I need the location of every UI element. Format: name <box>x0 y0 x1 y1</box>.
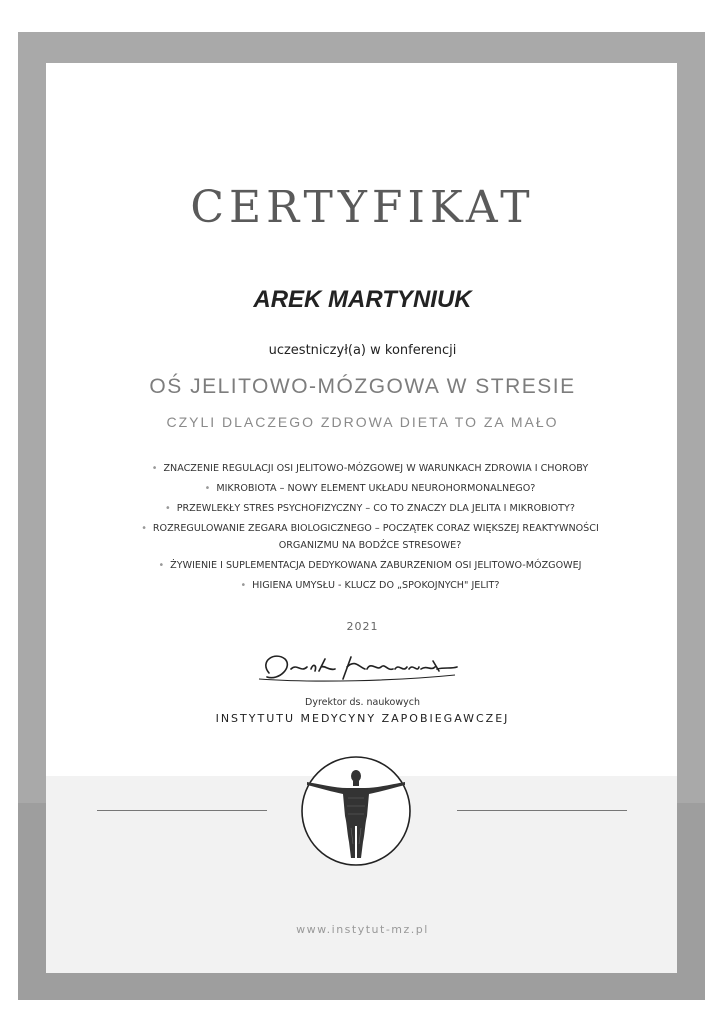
topic-item: • MIKROBIOTA – NOWY ELEMENT UKŁADU NEUROHORMONALNEGO? <box>204 483 536 494</box>
institute-name: INSTYTUTU MEDYCYNY ZAPOBIEGAWCZEJ <box>215 712 510 725</box>
participation-text: uczestniczył(a) w konferencji <box>268 343 457 358</box>
decorative-rule-right <box>457 810 627 811</box>
website-url: www.instytut-mz.pl <box>296 923 429 936</box>
decorative-rule-left <box>97 810 267 811</box>
topic-item: • ŻYWIENIE I SUPLEMENTACJA DEDYKOWANA ZABURZENIOM OSI JELITOWO-MÓZGOWEJ <box>158 560 582 571</box>
vitruvian-man-logo-icon <box>299 754 413 868</box>
bullet-icon: • <box>151 463 158 474</box>
signature-icon <box>255 647 460 689</box>
certificate-year: 2021 <box>346 620 379 633</box>
topics-list <box>110 460 630 597</box>
signatory-role: Dyrektor ds. naukowych <box>305 697 420 708</box>
topic-item: • PRZEWLEKŁY STRES PSYCHOFIZYCZNY – CO TO ZNACZY DLA JELITA I MIKROBIOTY? <box>165 503 575 514</box>
conference-title: OŚ JELITOWO-MÓZGOWA W STRESIE <box>149 375 576 398</box>
bullet-icon: • <box>165 503 171 514</box>
topic-item: • ROZREGULOWANIE ZEGARA BIOLOGICZNEGO – POCZĄTEK CORAZ WIĘKSZEJ REAKTYWNOŚCI ORGANIZMU NA BODŹCE STRESOWE? <box>141 523 599 551</box>
topic-item: • HIGIENA UMYSŁU - KLUCZ DO „SPOKOJNYCH" JELIT? <box>240 580 500 591</box>
bullet-icon: • <box>141 523 147 534</box>
bullet-icon: • <box>158 560 165 571</box>
participant-name: AREK MARTYNIUK <box>253 286 472 313</box>
bullet-icon: • <box>204 483 211 494</box>
conference-subtitle: CZYLI DLACZEGO ZDROWA DIETA TO ZA MAŁO <box>166 414 559 430</box>
certificate-title: CERTYFIKAT <box>190 182 535 233</box>
topic-item: • ZNACZENIE REGULACJI OSI JELITOWO-MÓZGOWEJ W WARUNKACH ZDROWIA I CHOROBY <box>151 463 589 474</box>
bullet-icon: • <box>240 580 247 591</box>
